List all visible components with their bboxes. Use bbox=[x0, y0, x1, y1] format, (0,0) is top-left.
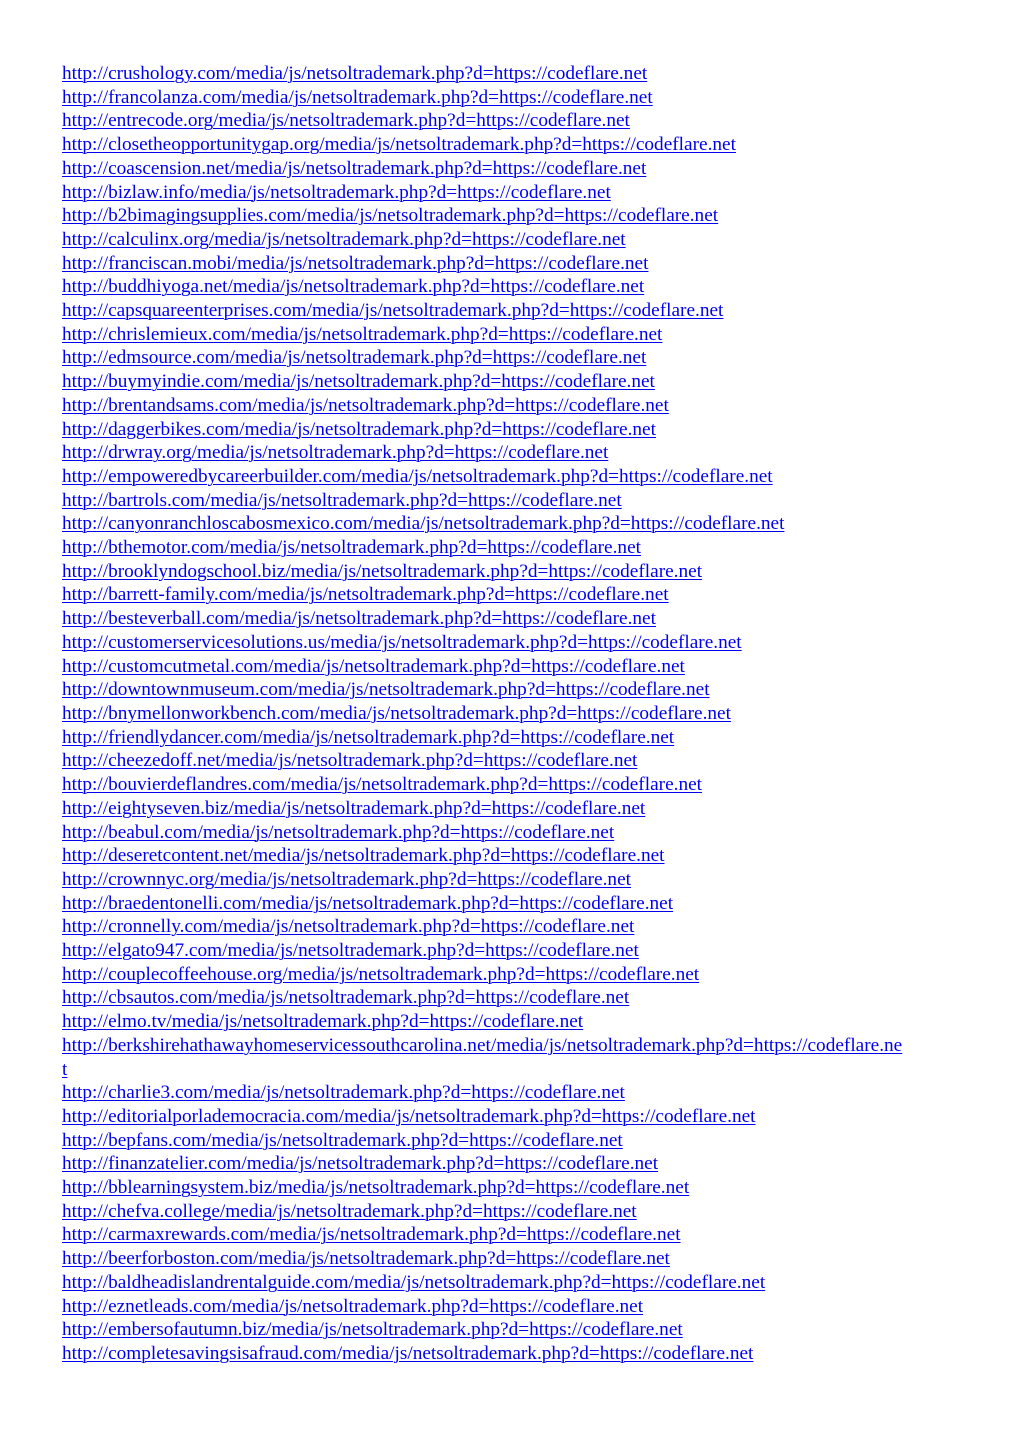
list-item bbox=[62, 1223, 962, 1247]
link-list bbox=[62, 62, 962, 1366]
list-item bbox=[62, 418, 962, 442]
list-item bbox=[62, 1010, 962, 1034]
list-item bbox=[62, 655, 962, 679]
hyperlink[interactable]: http://buymyindie.com/media/js/netsoltrademark.php?d=https://codeflare.net bbox=[62, 371, 655, 393]
list-item bbox=[62, 583, 962, 607]
hyperlink[interactable]: http://eznetleads.com/media/js/netsoltrademark.php?d=https://codeflare.net bbox=[62, 1295, 644, 1317]
list-item bbox=[62, 465, 962, 489]
list-item bbox=[62, 512, 962, 536]
list-item bbox=[62, 1318, 962, 1342]
hyperlink[interactable]: http://brentandsams.com/media/js/netsoltrademark.php?d=https://codeflare.net bbox=[62, 394, 669, 416]
list-item bbox=[62, 1034, 962, 1081]
list-item bbox=[62, 370, 962, 394]
hyperlink[interactable] bbox=[62, 1034, 962, 1081]
hyperlink[interactable]: http://carmaxrewards.com/media/js/netsoltrademark.php?d=https://codeflare.net bbox=[62, 1224, 681, 1246]
list-item bbox=[62, 86, 962, 110]
list-item bbox=[62, 252, 962, 276]
hyperlink[interactable]: http://franciscan.mobi/media/js/netsoltrademark.php?d=https://codeflare.net bbox=[62, 252, 649, 274]
list-item bbox=[62, 702, 962, 726]
hyperlink[interactable]: http://francolanza.com/media/js/netsoltrademark.php?d=https://codeflare.net bbox=[62, 86, 653, 108]
hyperlink[interactable]: http://bartrols.com/media/js/netsoltrademark.php?d=https://codeflare.net bbox=[62, 489, 622, 511]
hyperlink[interactable]: http://finanzatelier.com/media/js/netsoltrademark.php?d=https://codeflare.net bbox=[62, 1153, 659, 1175]
hyperlink[interactable]: http://elmo.tv/media/js/netsoltrademark.php?d=https://codeflare.net bbox=[62, 1011, 584, 1033]
hyperlink-line: t bbox=[62, 1058, 68, 1080]
list-item bbox=[62, 1105, 962, 1129]
hyperlink[interactable]: http://edmsource.com/media/js/netsoltrademark.php?d=https://codeflare.net bbox=[62, 347, 647, 369]
list-item bbox=[62, 1295, 962, 1319]
hyperlink[interactable]: http://b2bimagingsupplies.com/media/js/netsoltrademark.php?d=https://codeflare.net bbox=[62, 205, 719, 227]
list-item bbox=[62, 133, 962, 157]
hyperlink[interactable]: http://chrislemieux.com/media/js/netsoltrademark.php?d=https://codeflare.net bbox=[62, 323, 663, 345]
hyperlink[interactable]: http://daggerbikes.com/media/js/netsoltrademark.php?d=https://codeflare.net bbox=[62, 418, 656, 440]
list-item bbox=[62, 275, 962, 299]
hyperlink[interactable]: http://crushology.com/media/js/netsoltrademark.php?d=https://codeflare.net bbox=[62, 63, 648, 84]
list-item bbox=[62, 109, 962, 133]
list-item bbox=[62, 773, 962, 797]
list-item bbox=[62, 489, 962, 513]
hyperlink[interactable]: http://embersofautumn.biz/media/js/netsoltrademark.php?d=https://codeflare.net bbox=[62, 1319, 683, 1341]
hyperlink[interactable]: http://completesavingsisafraud.com/media/js/netsoltrademark.php?d=https://codeflare.net bbox=[62, 1342, 754, 1364]
list-item bbox=[62, 607, 962, 631]
list-item bbox=[62, 749, 962, 773]
hyperlink[interactable]: http://elgato947.com/media/js/netsoltrademark.php?d=https://codeflare.net bbox=[62, 940, 639, 962]
list-item bbox=[62, 536, 962, 560]
list-item bbox=[62, 868, 962, 892]
hyperlink[interactable]: http://capsquareenterprises.com/media/js/netsoltrademark.php?d=https://codeflare.net bbox=[62, 300, 724, 322]
list-item bbox=[62, 1247, 962, 1271]
list-item bbox=[62, 157, 962, 181]
list-item bbox=[62, 797, 962, 821]
list-item bbox=[62, 726, 962, 750]
hyperlink[interactable]: http://brooklyndogschool.biz/media/js/netsoltrademark.php?d=https://codeflare.net bbox=[62, 560, 703, 582]
list-item bbox=[62, 1200, 962, 1224]
hyperlink[interactable]: http://calculinx.org/media/js/netsoltrademark.php?d=https://codeflare.net bbox=[62, 228, 626, 250]
list-item bbox=[62, 1342, 962, 1366]
hyperlink[interactable]: http://editorialporlademocracia.com/media/js/netsoltrademark.php?d=https://codeflare.net bbox=[62, 1105, 756, 1127]
list-item bbox=[62, 1176, 962, 1200]
hyperlink[interactable]: http://chefva.college/media/js/netsoltrademark.php?d=https://codeflare.net bbox=[62, 1200, 637, 1222]
list-item bbox=[62, 631, 962, 655]
hyperlink[interactable]: http://charlie3.com/media/js/netsoltrademark.php?d=https://codeflare.net bbox=[62, 1082, 625, 1104]
hyperlink[interactable]: http://bouvierdeflandres.com/media/js/netsoltrademark.php?d=https://codeflare.net bbox=[62, 774, 703, 796]
hyperlink[interactable]: http://canyonranchloscabosmexico.com/media/js/netsoltrademark.php?d=https://codeflare.net bbox=[62, 513, 785, 535]
list-item bbox=[62, 323, 962, 347]
hyperlink[interactable]: http://customerservicesolutions.us/media/js/netsoltrademark.php?d=https://codeflare.net bbox=[62, 631, 742, 653]
hyperlink[interactable]: http://cronnelly.com/media/js/netsoltrademark.php?d=https://codeflare.net bbox=[62, 916, 635, 938]
list-item bbox=[62, 986, 962, 1010]
hyperlink[interactable]: http://buddhiyoga.net/media/js/netsoltrademark.php?d=https://codeflare.net bbox=[62, 276, 645, 298]
hyperlink[interactable]: http://deseretcontent.net/media/js/netsoltrademark.php?d=https://codeflare.net bbox=[62, 845, 665, 867]
hyperlink[interactable]: http://cbsautos.com/media/js/netsoltrademark.php?d=https://codeflare.net bbox=[62, 987, 630, 1009]
hyperlink[interactable]: http://closetheopportunitygap.org/media/js/netsoltrademark.php?d=https://codeflare.net bbox=[62, 134, 736, 156]
list-item bbox=[62, 1129, 962, 1153]
list-item bbox=[62, 844, 962, 868]
hyperlink[interactable]: http://beerforboston.com/media/js/netsoltrademark.php?d=https://codeflare.net bbox=[62, 1248, 670, 1270]
hyperlink[interactable]: http://coascension.net/media/js/netsoltrademark.php?d=https://codeflare.net bbox=[62, 157, 647, 179]
hyperlink[interactable]: http://cheezedoff.net/media/js/netsoltrademark.php?d=https://codeflare.net bbox=[62, 750, 638, 772]
hyperlink[interactable]: http://downtownmuseum.com/media/js/netsoltrademark.php?d=https://codeflare.net bbox=[62, 679, 710, 701]
hyperlink[interactable]: http://bnymellonworkbench.com/media/js/netsoltrademark.php?d=https://codeflare.net bbox=[62, 702, 731, 724]
list-item bbox=[62, 892, 962, 916]
list-item bbox=[62, 915, 962, 939]
hyperlink[interactable]: http://couplecoffeehouse.org/media/js/netsoltrademark.php?d=https://codeflare.net bbox=[62, 963, 700, 985]
list-item bbox=[62, 204, 962, 228]
list-item bbox=[62, 560, 962, 584]
hyperlink[interactable]: http://barrett-family.com/media/js/netsoltrademark.php?d=https://codeflare.net bbox=[62, 584, 669, 606]
list-item bbox=[62, 441, 962, 465]
hyperlink[interactable]: http://friendlydancer.com/media/js/netsoltrademark.php?d=https://codeflare.net bbox=[62, 726, 675, 748]
hyperlink[interactable]: http://beabul.com/media/js/netsoltrademark.php?d=https://codeflare.net bbox=[62, 821, 615, 843]
hyperlink[interactable]: http://empoweredbycareerbuilder.com/media/js/netsoltrademark.php?d=https://codeflare.net bbox=[62, 465, 773, 487]
list-item bbox=[62, 181, 962, 205]
hyperlink[interactable]: http://entrecode.org/media/js/netsoltrademark.php?d=https://codeflare.net bbox=[62, 110, 630, 132]
list-item bbox=[62, 1152, 962, 1176]
list-item bbox=[62, 821, 962, 845]
hyperlink[interactable]: http://bizlaw.info/media/js/netsoltrademark.php?d=https://codeflare.net bbox=[62, 181, 611, 203]
hyperlink[interactable]: http://customcutmetal.com/media/js/netsoltrademark.php?d=https://codeflare.net bbox=[62, 655, 685, 677]
hyperlink[interactable]: http://braedentonelli.com/media/js/netsoltrademark.php?d=https://codeflare.net bbox=[62, 892, 674, 914]
hyperlink[interactable]: http://baldheadislandrentalguide.com/media/js/netsoltrademark.php?d=https://codeflare.net bbox=[62, 1271, 766, 1293]
hyperlink-line: http://berkshirehathawayhomeservicessouthcarolina.net/media/js/netsoltrademark.php?d=https://codeflare.ne bbox=[62, 1034, 903, 1056]
list-item bbox=[62, 394, 962, 418]
list-item bbox=[62, 678, 962, 702]
list-item bbox=[62, 299, 962, 323]
hyperlink[interactable]: http://crownnyc.org/media/js/netsoltrademark.php?d=https://codeflare.net bbox=[62, 868, 631, 890]
hyperlink[interactable]: http://eightyseven.biz/media/js/netsoltrademark.php?d=https://codeflare.net bbox=[62, 797, 646, 819]
list-item bbox=[62, 1081, 962, 1105]
list-item bbox=[62, 228, 962, 252]
list-item bbox=[62, 1271, 962, 1295]
hyperlink[interactable]: http://bepfans.com/media/js/netsoltrademark.php?d=https://codeflare.net bbox=[62, 1129, 623, 1151]
list-item bbox=[62, 62, 962, 86]
document-page bbox=[62, 62, 962, 1366]
list-item bbox=[62, 346, 962, 370]
hyperlink[interactable]: http://drwray.org/media/js/netsoltrademark.php?d=https://codeflare.net bbox=[62, 442, 609, 464]
list-item bbox=[62, 939, 962, 963]
hyperlink[interactable]: http://bthemotor.com/media/js/netsoltrademark.php?d=https://codeflare.net bbox=[62, 537, 641, 559]
hyperlink[interactable]: http://besteverball.com/media/js/netsoltrademark.php?d=https://codeflare.net bbox=[62, 608, 656, 630]
hyperlink[interactable]: http://bblearningsystem.biz/media/js/netsoltrademark.php?d=https://codeflare.net bbox=[62, 1177, 690, 1199]
list-item bbox=[62, 963, 962, 987]
